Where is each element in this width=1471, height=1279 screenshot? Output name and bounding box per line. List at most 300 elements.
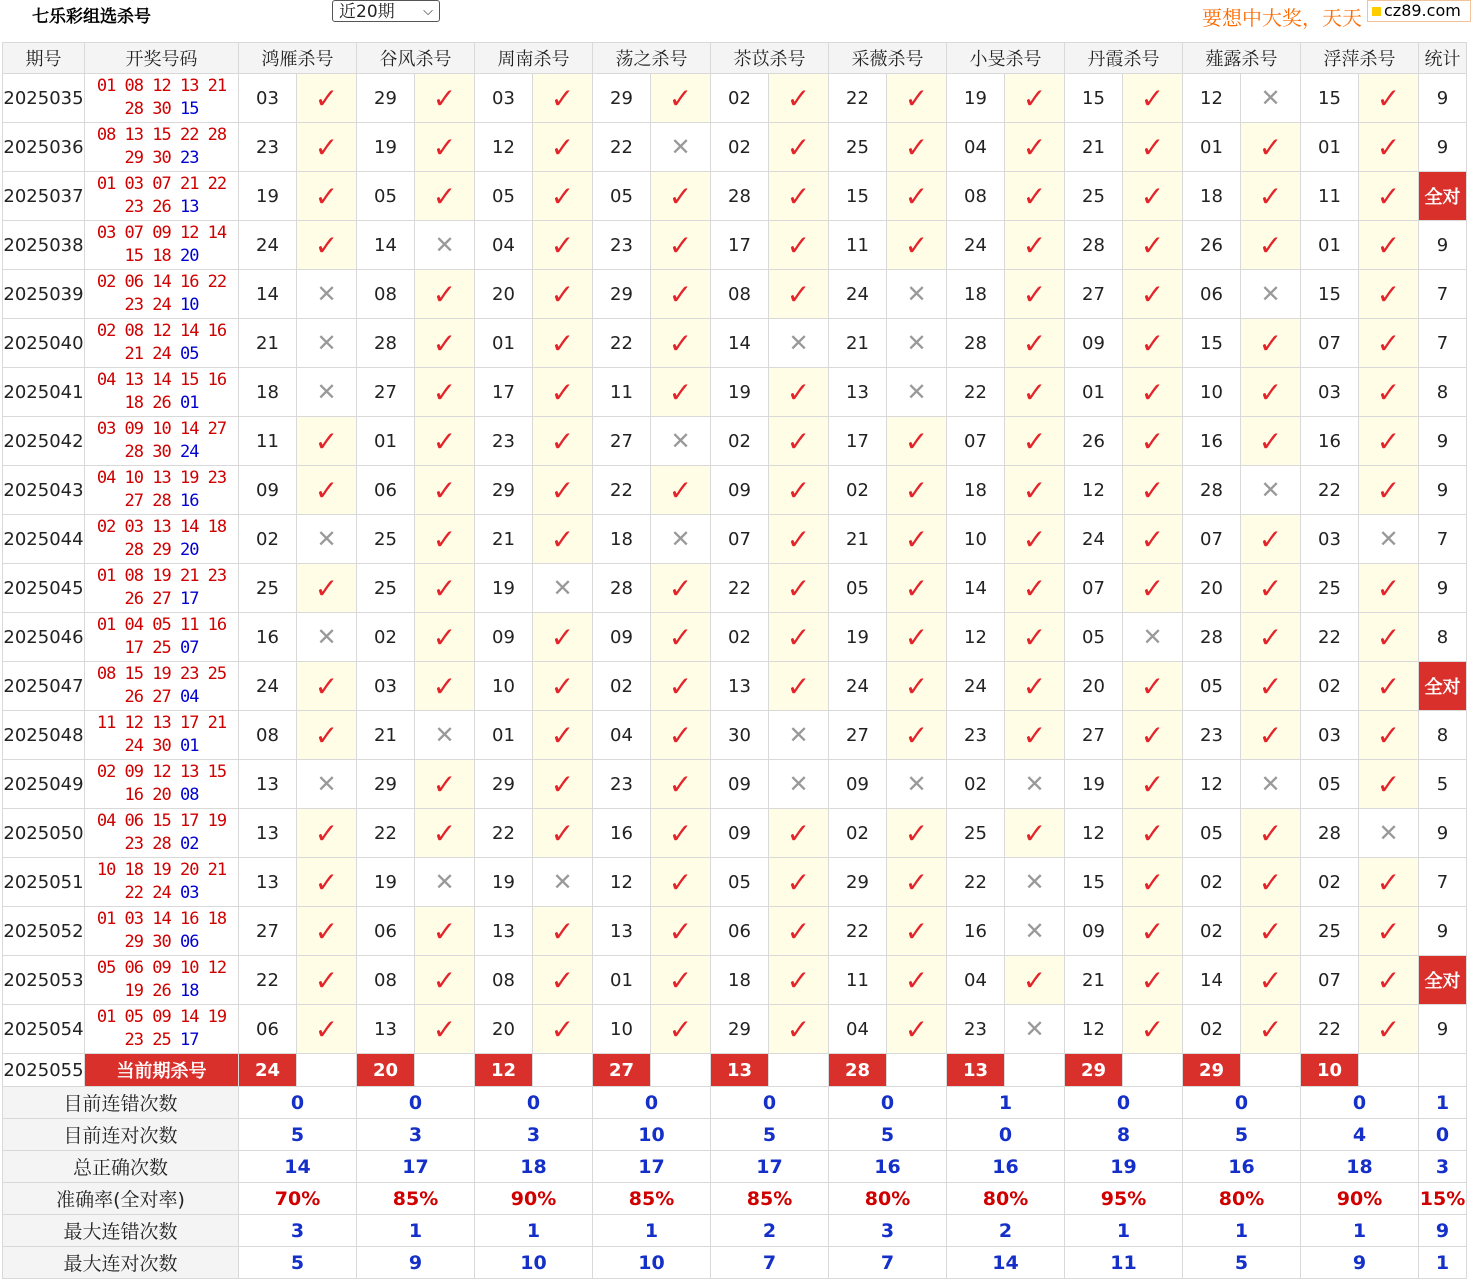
- check-icon: ✓: [651, 221, 711, 270]
- check-icon: ✓: [1005, 466, 1065, 515]
- check-icon: ✓: [1241, 1005, 1301, 1054]
- kill-number: 04: [947, 956, 1005, 1005]
- cross-icon: ✕: [1241, 270, 1301, 319]
- draw-line-two: [85, 392, 238, 415]
- kill-number: 22: [829, 907, 887, 956]
- check-icon: ✓: [769, 123, 829, 172]
- check-icon: ✓: [1123, 417, 1183, 466]
- draw-special-number: 20: [179, 540, 199, 560]
- check-icon: ✓: [887, 662, 947, 711]
- kill-number: 01: [1183, 123, 1241, 172]
- summary-value: 80%: [947, 1183, 1065, 1215]
- check-icon: ✓: [533, 172, 593, 221]
- summary-value: 1: [1065, 1215, 1183, 1247]
- kill-number: 24: [947, 221, 1005, 270]
- check-icon: ✓: [415, 1005, 475, 1054]
- check-icon: ✓: [887, 711, 947, 760]
- summary-value: 3: [357, 1119, 475, 1151]
- row-stat: 7: [1419, 515, 1467, 564]
- period-cell: 2025035: [3, 74, 85, 123]
- kill-number: 02: [1301, 858, 1359, 907]
- period-cell: 2025038: [3, 221, 85, 270]
- summary-value: 0: [1065, 1087, 1183, 1119]
- kill-number: 11: [829, 956, 887, 1005]
- check-icon: ✓: [769, 221, 829, 270]
- table-row: [3, 1005, 1467, 1054]
- check-icon: ✓: [1241, 809, 1301, 858]
- kill-number: 20: [1183, 564, 1241, 613]
- table-row: [3, 270, 1467, 319]
- kill-number: 28: [1301, 809, 1359, 858]
- check-icon: ✓: [887, 809, 947, 858]
- kill-number: 05: [1301, 760, 1359, 809]
- summary-row: [3, 1151, 1467, 1183]
- draw-numbers-cell: [85, 123, 239, 172]
- check-icon: ✓: [1241, 221, 1301, 270]
- draw-special-number: 23: [179, 148, 199, 168]
- cross-icon: ✕: [769, 711, 829, 760]
- kill-number: 01: [1301, 123, 1359, 172]
- kill-number: 22: [1301, 466, 1359, 515]
- check-icon: ✓: [1359, 123, 1419, 172]
- kill-number: 03: [475, 74, 533, 123]
- summary-value: 17: [711, 1151, 829, 1183]
- kill-number-table: [2, 42, 1467, 1279]
- kill-number: 20: [475, 270, 533, 319]
- summary-value: 5: [239, 1119, 357, 1151]
- kill-number: 11: [1301, 172, 1359, 221]
- check-icon: ✓: [887, 858, 947, 907]
- summary-value: 17: [593, 1151, 711, 1183]
- row-stat: 全对: [1419, 956, 1467, 1005]
- check-icon: ✓: [1123, 172, 1183, 221]
- summary-value: 0: [1183, 1087, 1301, 1119]
- cross-icon: ✕: [1123, 613, 1183, 662]
- kill-number: 13: [239, 858, 297, 907]
- check-icon: ✓: [887, 466, 947, 515]
- empty-cell: [887, 1054, 947, 1087]
- table-row: [3, 760, 1467, 809]
- check-icon: ✓: [415, 466, 475, 515]
- check-icon: ✓: [1241, 319, 1301, 368]
- kill-number: 28: [947, 319, 1005, 368]
- kill-number: 01: [1065, 368, 1123, 417]
- draw-rest-numbers: 23 26: [124, 197, 180, 217]
- kill-number: 19: [357, 123, 415, 172]
- row-stat: 9: [1419, 123, 1467, 172]
- kill-number: 12: [593, 858, 651, 907]
- draw-numbers-cell: [85, 613, 239, 662]
- draw-special-number: 17: [179, 589, 199, 609]
- check-icon: ✓: [651, 956, 711, 1005]
- draw-line-two: [85, 294, 238, 317]
- kill-number: 02: [1183, 858, 1241, 907]
- empty-cell: [415, 1054, 475, 1087]
- column-header: 丹霞杀号: [1065, 43, 1183, 74]
- kill-number: 05: [829, 564, 887, 613]
- check-icon: ✓: [297, 907, 357, 956]
- summary-value: 7: [829, 1247, 947, 1279]
- summary-value: 90%: [1301, 1183, 1419, 1215]
- check-icon: ✓: [533, 613, 593, 662]
- draw-line-two: [85, 245, 238, 268]
- cross-icon: ✕: [297, 319, 357, 368]
- draw-main-numbers: 04 10 13 19 23: [96, 468, 227, 488]
- summary-value: 10: [593, 1247, 711, 1279]
- draw-rest-numbers: 23 25: [124, 1030, 180, 1050]
- check-icon: ✓: [1005, 417, 1065, 466]
- check-icon: ✓: [533, 760, 593, 809]
- row-stat: 8: [1419, 613, 1467, 662]
- draw-main-numbers: 05 06 09 10 12: [96, 958, 227, 978]
- draw-line-two: [85, 147, 238, 170]
- kill-number: 05: [1183, 809, 1241, 858]
- site-logo[interactable]: [1367, 0, 1471, 22]
- period-cell: 2025039: [3, 270, 85, 319]
- draw-special-number: 03: [179, 883, 199, 903]
- kill-number: 29: [711, 1005, 769, 1054]
- check-icon: ✓: [1359, 74, 1419, 123]
- summary-value: 80%: [1183, 1183, 1301, 1215]
- check-icon: ✓: [651, 711, 711, 760]
- check-icon: ✓: [533, 907, 593, 956]
- kill-number: 09: [1065, 907, 1123, 956]
- draw-main-numbers: 01 08 19 21 23: [96, 566, 227, 586]
- summary-label: 最大连对次数: [3, 1247, 239, 1279]
- summary-value: 5: [829, 1119, 947, 1151]
- check-icon: ✓: [769, 858, 829, 907]
- kill-number: 23: [475, 417, 533, 466]
- kill-number: 21: [357, 711, 415, 760]
- check-icon: ✓: [1241, 417, 1301, 466]
- kill-number: 18: [593, 515, 651, 564]
- kill-number: 11: [829, 221, 887, 270]
- kill-number: 22: [829, 74, 887, 123]
- current-kill-number: 10: [1301, 1054, 1359, 1087]
- summary-value: 2: [947, 1215, 1065, 1247]
- period-cell: 2025053: [3, 956, 85, 1005]
- table-row: [3, 809, 1467, 858]
- check-icon: ✓: [533, 515, 593, 564]
- check-icon: ✓: [1359, 858, 1419, 907]
- summary-value: 1: [357, 1215, 475, 1247]
- table-row: [3, 662, 1467, 711]
- kill-number: 06: [357, 466, 415, 515]
- draw-rest-numbers: 24 30: [124, 736, 180, 756]
- draw-line-two: [85, 588, 238, 611]
- summary-value: 2: [711, 1215, 829, 1247]
- kill-number: 25: [1301, 564, 1359, 613]
- draw-numbers-cell: [85, 221, 239, 270]
- check-icon: ✓: [651, 564, 711, 613]
- draw-line-two: [85, 490, 238, 513]
- check-icon: ✓: [415, 123, 475, 172]
- table-row: [3, 466, 1467, 515]
- kill-number: 28: [1065, 221, 1123, 270]
- check-icon: ✓: [1123, 809, 1183, 858]
- kill-number: 20: [1065, 662, 1123, 711]
- kill-number: 01: [593, 956, 651, 1005]
- kill-number: 02: [239, 515, 297, 564]
- check-icon: ✓: [1005, 711, 1065, 760]
- check-icon: ✓: [1241, 613, 1301, 662]
- check-icon: ✓: [887, 417, 947, 466]
- summary-value: 0: [829, 1087, 947, 1119]
- current-kill-number: 24: [239, 1054, 297, 1087]
- row-stat: 5: [1419, 760, 1467, 809]
- empty-cell: [1359, 1054, 1419, 1087]
- draw-numbers-cell: [85, 466, 239, 515]
- kill-number: 14: [357, 221, 415, 270]
- kill-number: 25: [239, 564, 297, 613]
- draw-main-numbers: 08 15 19 23 25: [96, 664, 227, 684]
- cross-icon: ✕: [533, 858, 593, 907]
- kill-number: 22: [593, 466, 651, 515]
- kill-number: 18: [947, 270, 1005, 319]
- draw-numbers-cell: [85, 172, 239, 221]
- summary-value: 8: [1065, 1119, 1183, 1151]
- check-icon: ✓: [297, 711, 357, 760]
- check-icon: ✓: [887, 1005, 947, 1054]
- draw-special-number: 05: [179, 344, 199, 364]
- cross-icon: ✕: [1359, 809, 1419, 858]
- draw-rest-numbers: 16 20: [124, 785, 180, 805]
- kill-number: 19: [829, 613, 887, 662]
- check-icon: ✓: [1123, 760, 1183, 809]
- cross-icon: ✕: [769, 760, 829, 809]
- cross-icon: ✕: [651, 515, 711, 564]
- draw-numbers-cell: [85, 809, 239, 858]
- period-cell: 2025043: [3, 466, 85, 515]
- kill-number: 21: [829, 319, 887, 368]
- check-icon: ✓: [1005, 564, 1065, 613]
- kill-number: 06: [711, 907, 769, 956]
- kill-number: 19: [711, 368, 769, 417]
- summary-label: 目前连错次数: [3, 1087, 239, 1119]
- kill-number: 09: [475, 613, 533, 662]
- draw-main-numbers: 02 03 13 14 18: [96, 517, 227, 537]
- check-icon: ✓: [1359, 172, 1419, 221]
- kill-number: 29: [475, 466, 533, 515]
- kill-number: 08: [947, 172, 1005, 221]
- kill-number: 13: [239, 809, 297, 858]
- row-stat: 8: [1419, 711, 1467, 760]
- period-range-value: 近20期: [339, 2, 395, 22]
- check-icon: ✓: [769, 270, 829, 319]
- kill-number: 04: [829, 1005, 887, 1054]
- summary-value: 5: [239, 1247, 357, 1279]
- summary-value: 1: [475, 1215, 593, 1247]
- check-icon: ✓: [533, 123, 593, 172]
- draw-rest-numbers: 18 26: [124, 393, 180, 413]
- draw-rest-numbers: 26 27: [124, 687, 180, 707]
- kill-number: 22: [947, 858, 1005, 907]
- row-stat: 7: [1419, 858, 1467, 907]
- kill-number: 02: [593, 662, 651, 711]
- kill-number: 14: [947, 564, 1005, 613]
- kill-number: 23: [239, 123, 297, 172]
- summary-value: 1: [1419, 1247, 1467, 1279]
- summary-value: 5: [711, 1119, 829, 1151]
- draw-main-numbers: 02 08 12 14 16: [96, 321, 227, 341]
- check-icon: ✓: [1123, 319, 1183, 368]
- summary-value: 0: [593, 1087, 711, 1119]
- summary-value: 16: [947, 1151, 1065, 1183]
- current-kill-number: 12: [475, 1054, 533, 1087]
- draw-rest-numbers: 19 26: [124, 981, 180, 1001]
- kill-number: 10: [1183, 368, 1241, 417]
- period-cell: 2025051: [3, 858, 85, 907]
- cross-icon: ✕: [415, 858, 475, 907]
- kill-number: 24: [239, 221, 297, 270]
- row-stat: 9: [1419, 809, 1467, 858]
- draw-rest-numbers: 21 24: [124, 344, 180, 364]
- draw-special-number: 06: [179, 932, 199, 952]
- summary-value: 9: [357, 1247, 475, 1279]
- cross-icon: ✕: [1005, 907, 1065, 956]
- chevron-down-icon: ⌵: [423, 4, 433, 19]
- summary-row: [3, 1183, 1467, 1215]
- check-icon: ✓: [415, 319, 475, 368]
- kill-number: 07: [1301, 956, 1359, 1005]
- check-icon: ✓: [769, 172, 829, 221]
- logo-dot-icon: [1372, 7, 1381, 16]
- kill-number: 09: [711, 466, 769, 515]
- check-icon: ✓: [415, 662, 475, 711]
- kill-number: 02: [357, 613, 415, 662]
- kill-number: 07: [711, 515, 769, 564]
- kill-number: 17: [829, 417, 887, 466]
- table-row: [3, 123, 1467, 172]
- check-icon: ✓: [1123, 907, 1183, 956]
- check-icon: ✓: [1123, 74, 1183, 123]
- summary-value: 95%: [1065, 1183, 1183, 1215]
- check-icon: ✓: [769, 368, 829, 417]
- summary-value: 4: [1301, 1119, 1419, 1151]
- kill-number: 06: [1183, 270, 1241, 319]
- summary-value: 0: [711, 1087, 829, 1119]
- kill-number: 27: [1065, 711, 1123, 760]
- kill-number: 22: [1301, 1005, 1359, 1054]
- kill-number: 18: [1183, 172, 1241, 221]
- draw-main-numbers: 08 13 15 22 28: [96, 125, 227, 145]
- check-icon: ✓: [1241, 858, 1301, 907]
- kill-number: 01: [475, 319, 533, 368]
- kill-number: 02: [1183, 1005, 1241, 1054]
- check-icon: ✓: [533, 368, 593, 417]
- kill-number: 29: [593, 74, 651, 123]
- kill-number: 22: [357, 809, 415, 858]
- kill-number: 11: [239, 417, 297, 466]
- kill-number: 15: [1301, 74, 1359, 123]
- logo-text: cz89.com: [1384, 1, 1461, 20]
- draw-rest-numbers: 28 30: [124, 442, 180, 462]
- kill-number: 28: [1183, 466, 1241, 515]
- summary-value: 1: [1419, 1087, 1467, 1119]
- draw-line-two: [85, 637, 238, 660]
- draw-main-numbers: 02 09 12 13 15: [96, 762, 227, 782]
- summary-value: 9: [1419, 1215, 1467, 1247]
- check-icon: ✓: [769, 907, 829, 956]
- kill-number: 28: [357, 319, 415, 368]
- kill-number: 04: [593, 711, 651, 760]
- kill-number: 16: [593, 809, 651, 858]
- kill-number: 06: [239, 1005, 297, 1054]
- draw-main-numbers: 10 18 19 20 21: [96, 860, 227, 880]
- kill-number: 01: [357, 417, 415, 466]
- check-icon: ✓: [887, 172, 947, 221]
- check-icon: ✓: [1359, 221, 1419, 270]
- check-icon: ✓: [533, 466, 593, 515]
- row-stat: 9: [1419, 221, 1467, 270]
- summary-value: 70%: [239, 1183, 357, 1215]
- check-icon: ✓: [1241, 907, 1301, 956]
- kill-number: 29: [593, 270, 651, 319]
- summary-value: 15%: [1419, 1183, 1467, 1215]
- kill-number: 13: [593, 907, 651, 956]
- draw-main-numbers: 03 07 09 12 14: [96, 223, 227, 243]
- kill-number: 19: [357, 858, 415, 907]
- current-kill-number: 13: [947, 1054, 1005, 1087]
- check-icon: ✓: [415, 172, 475, 221]
- check-icon: ✓: [297, 1005, 357, 1054]
- summary-value: 11: [1065, 1247, 1183, 1279]
- kill-number: 27: [593, 417, 651, 466]
- draw-numbers-cell: [85, 907, 239, 956]
- kill-number: 02: [947, 760, 1005, 809]
- check-icon: ✓: [1359, 760, 1419, 809]
- kill-number: 28: [593, 564, 651, 613]
- check-icon: ✓: [887, 74, 947, 123]
- kill-number: 21: [1065, 956, 1123, 1005]
- check-icon: ✓: [1359, 368, 1419, 417]
- current-period-row: [3, 1054, 1467, 1087]
- check-icon: ✓: [769, 956, 829, 1005]
- kill-number: 09: [239, 466, 297, 515]
- summary-value: 80%: [829, 1183, 947, 1215]
- check-icon: ✓: [1005, 662, 1065, 711]
- summary-row: [3, 1215, 1467, 1247]
- kill-number: 18: [239, 368, 297, 417]
- kill-number: 22: [1301, 613, 1359, 662]
- check-icon: ✓: [887, 956, 947, 1005]
- kill-number: 27: [357, 368, 415, 417]
- kill-number: 05: [475, 172, 533, 221]
- cross-icon: ✕: [1005, 858, 1065, 907]
- period-cell: 2025047: [3, 662, 85, 711]
- summary-value: 14: [947, 1247, 1065, 1279]
- kill-number: 13: [357, 1005, 415, 1054]
- kill-number: 16: [239, 613, 297, 662]
- kill-number: 07: [1065, 564, 1123, 613]
- draw-numbers-cell: [85, 711, 239, 760]
- check-icon: ✓: [1241, 662, 1301, 711]
- empty-cell: [651, 1054, 711, 1087]
- check-icon: ✓: [887, 613, 947, 662]
- check-icon: ✓: [1359, 270, 1419, 319]
- kill-number: 22: [475, 809, 533, 858]
- kill-number: 10: [475, 662, 533, 711]
- period-range-select[interactable]: [332, 0, 440, 22]
- cross-icon: ✕: [1359, 515, 1419, 564]
- table-row: [3, 368, 1467, 417]
- kill-number: 13: [475, 907, 533, 956]
- current-kill-number: 29: [1065, 1054, 1123, 1087]
- draw-main-numbers: 01 03 14 16 18: [96, 909, 227, 929]
- kill-number: 14: [239, 270, 297, 319]
- check-icon: ✓: [1123, 956, 1183, 1005]
- kill-number: 03: [1301, 368, 1359, 417]
